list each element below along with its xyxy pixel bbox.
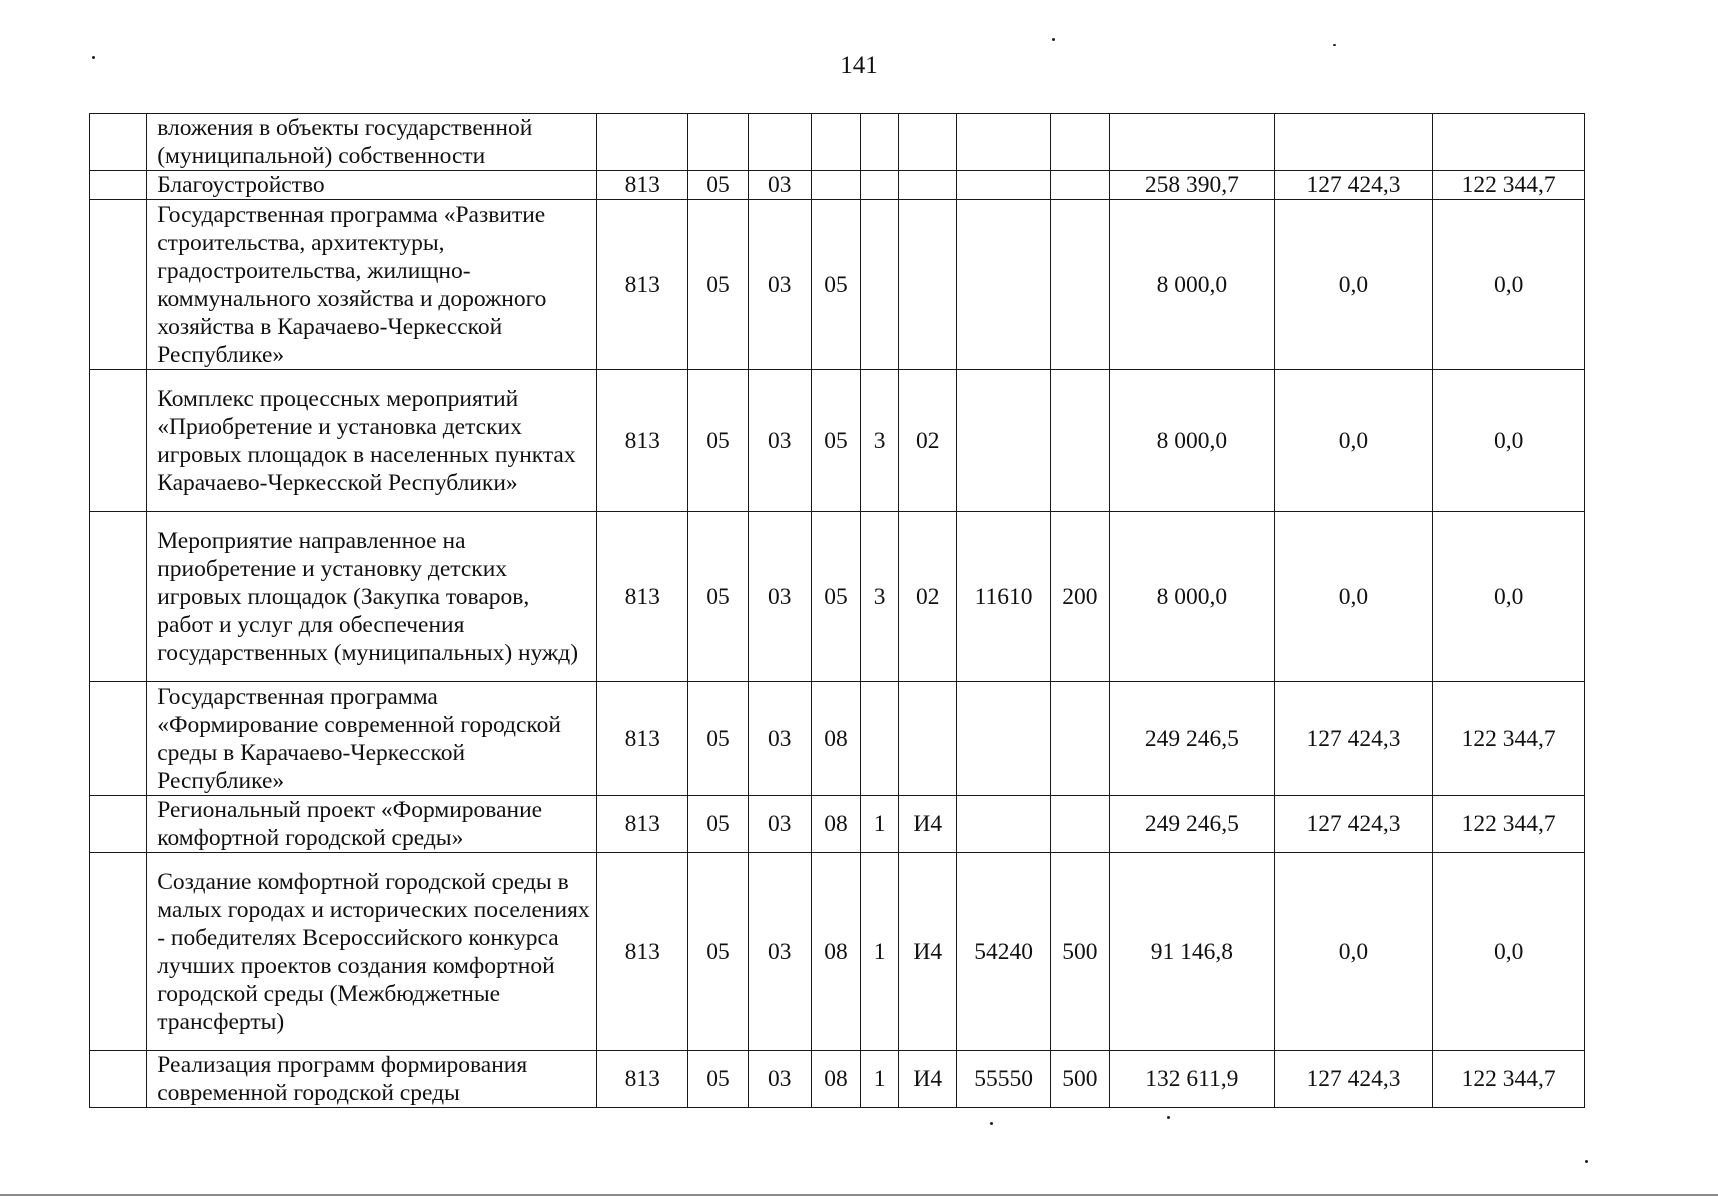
- code-cell-c7: 11610: [957, 512, 1050, 682]
- code-cell-c7: [957, 200, 1050, 370]
- amount-cell-v3: 0,0: [1433, 370, 1585, 512]
- amount-cell-v2: [1274, 114, 1433, 171]
- amount-cell-v2: 0,0: [1274, 512, 1433, 682]
- code-cell-c7: [957, 682, 1050, 796]
- code-cell-c4: 05: [811, 370, 860, 512]
- amount-cell-v1: 258 390,7: [1110, 171, 1275, 200]
- code-cell-c2: 05: [688, 796, 748, 853]
- code-cell-c8: 500: [1050, 853, 1109, 1051]
- scan-speck: [990, 1122, 993, 1125]
- table-row: [90, 853, 1585, 1051]
- code-cell-c3: 03: [748, 512, 811, 682]
- code-cell-c1: 813: [597, 200, 688, 370]
- table-row: [90, 1051, 1585, 1108]
- table-body: [90, 114, 1585, 1108]
- code-cell-c2: 05: [688, 512, 748, 682]
- table-row: [90, 682, 1585, 796]
- code-cell-c5: 1: [861, 1051, 899, 1108]
- code-cell-c5: [861, 200, 899, 370]
- item-name-cell: Реализация программ формирования современной городской среды: [147, 1051, 597, 1108]
- amount-cell-v1: 91 146,8: [1110, 853, 1275, 1051]
- amount-cell-v2: 127 424,3: [1274, 171, 1433, 200]
- code-cell-c2: 05: [688, 682, 748, 796]
- table-row: [90, 796, 1585, 853]
- item-name-cell: Комплекс процессных мероприятий «Приобретение и установка детских игровых площадок в населенных пунктах Карачаево-Черкесской Республики»: [147, 370, 597, 512]
- amount-cell-v3: 122 344,7: [1433, 682, 1585, 796]
- code-cell-c1: 813: [597, 512, 688, 682]
- amount-cell-v3: 0,0: [1433, 853, 1585, 1051]
- amount-cell-v1: 8 000,0: [1110, 370, 1275, 512]
- code-cell-c5: 1: [861, 853, 899, 1051]
- code-cell-c4: 05: [811, 512, 860, 682]
- row-number-cell: [90, 370, 147, 512]
- code-cell-c6: И4: [899, 853, 957, 1051]
- scan-speck: [1333, 44, 1336, 46]
- code-cell-c7: [957, 114, 1050, 171]
- code-cell-c7: 55550: [957, 1051, 1050, 1108]
- code-cell-c6: И4: [899, 1051, 957, 1108]
- amount-cell-v3: 122 344,7: [1433, 1051, 1585, 1108]
- row-number-cell: [90, 682, 147, 796]
- table-row: [90, 200, 1585, 370]
- code-cell-c3: [748, 114, 811, 171]
- code-cell-c5: 3: [861, 512, 899, 682]
- code-cell-c6: [899, 171, 957, 200]
- code-cell-c7: [957, 796, 1050, 853]
- code-cell-c4: 08: [811, 853, 860, 1051]
- code-cell-c2: 05: [688, 853, 748, 1051]
- amount-cell-v2: 0,0: [1274, 370, 1433, 512]
- scan-speck: [1167, 1116, 1170, 1119]
- amount-cell-v2: 127 424,3: [1274, 682, 1433, 796]
- table-row: [90, 171, 1585, 200]
- code-cell-c3: 03: [748, 796, 811, 853]
- item-name-cell: Мероприятие направленное на приобретение и установку детских игровых площадок (Закупка товаров, работ и услуг для обеспечения государственных (муниципальных) нужд): [147, 512, 597, 682]
- code-cell-c5: 3: [861, 370, 899, 512]
- code-cell-c4: 08: [811, 796, 860, 853]
- table-row: [90, 114, 1585, 171]
- scan-speck: [92, 56, 95, 59]
- code-cell-c7: 54240: [957, 853, 1050, 1051]
- amount-cell-v3: 0,0: [1433, 200, 1585, 370]
- table-row: [90, 370, 1585, 512]
- item-name-cell: Государственная программа «Развитие строительства, архитектуры, градостроительства, жилищно-коммунального хозяйства и дорожного хозяйства в Карачаево-Черкесской Республике»: [147, 200, 597, 370]
- code-cell-c1: [597, 114, 688, 171]
- code-cell-c3: 03: [748, 1051, 811, 1108]
- code-cell-c8: [1050, 171, 1109, 200]
- amount-cell-v2: 127 424,3: [1274, 796, 1433, 853]
- item-name-cell: Государственная программа «Формирование современной городской среды в Карачаево-Черкесской Республике»: [147, 682, 597, 796]
- code-cell-c4: [811, 114, 860, 171]
- code-cell-c2: [688, 114, 748, 171]
- item-name-cell: Благоустройство: [147, 171, 597, 200]
- code-cell-c2: 05: [688, 1051, 748, 1108]
- amount-cell-v3: [1433, 114, 1585, 171]
- row-number-cell: [90, 1051, 147, 1108]
- code-cell-c8: [1050, 682, 1109, 796]
- row-number-cell: [90, 853, 147, 1051]
- code-cell-c5: [861, 114, 899, 171]
- code-cell-c3: 03: [748, 853, 811, 1051]
- code-cell-c8: [1050, 796, 1109, 853]
- code-cell-c6: И4: [899, 796, 957, 853]
- code-cell-c8: 500: [1050, 1051, 1109, 1108]
- code-cell-c8: [1050, 200, 1109, 370]
- code-cell-c3: 03: [748, 200, 811, 370]
- code-cell-c3: 03: [748, 682, 811, 796]
- code-cell-c5: [861, 171, 899, 200]
- scan-speck: [1052, 38, 1055, 41]
- amount-cell-v1: [1110, 114, 1275, 171]
- code-cell-c3: 03: [748, 370, 811, 512]
- code-cell-c4: 05: [811, 200, 860, 370]
- code-cell-c4: 08: [811, 682, 860, 796]
- page-number: 141: [840, 52, 878, 79]
- amount-cell-v1: 132 611,9: [1110, 1051, 1275, 1108]
- code-cell-c1: 813: [597, 370, 688, 512]
- code-cell-c6: [899, 682, 957, 796]
- code-cell-c1: 813: [597, 853, 688, 1051]
- code-cell-c1: 813: [597, 171, 688, 200]
- amount-cell-v3: 122 344,7: [1433, 796, 1585, 853]
- amount-cell-v2: 0,0: [1274, 853, 1433, 1051]
- code-cell-c2: 05: [688, 370, 748, 512]
- amount-cell-v1: 8 000,0: [1110, 200, 1275, 370]
- item-name-cell: Региональный проект «Формирование комфортной городской среды»: [147, 796, 597, 853]
- code-cell-c1: 813: [597, 682, 688, 796]
- code-cell-c6: 02: [899, 370, 957, 512]
- amount-cell-v1: 8 000,0: [1110, 512, 1275, 682]
- table-row: [90, 512, 1585, 682]
- code-cell-c5: 1: [861, 796, 899, 853]
- code-cell-c7: [957, 171, 1050, 200]
- code-cell-c4: 08: [811, 1051, 860, 1108]
- amount-cell-v3: 0,0: [1433, 512, 1585, 682]
- code-cell-c8: 200: [1050, 512, 1109, 682]
- row-number-cell: [90, 796, 147, 853]
- amount-cell-v1: 249 246,5: [1110, 796, 1275, 853]
- item-name-cell: Создание комфортной городской среды в малых городах и исторических поселениях - победителях Всероссийского конкурса лучших проектов создания комфортной городской среды (Межбюджетные трансферты): [147, 853, 597, 1051]
- code-cell-c2: 05: [688, 200, 748, 370]
- code-cell-c1: 813: [597, 796, 688, 853]
- code-cell-c6: 02: [899, 512, 957, 682]
- code-cell-c4: [811, 171, 860, 200]
- budget-table: [89, 113, 1585, 1108]
- row-number-cell: [90, 114, 147, 171]
- code-cell-c8: [1050, 370, 1109, 512]
- amount-cell-v3: 122 344,7: [1433, 171, 1585, 200]
- amount-cell-v1: 249 246,5: [1110, 682, 1275, 796]
- code-cell-c2: 05: [688, 171, 748, 200]
- code-cell-c1: 813: [597, 1051, 688, 1108]
- scan-speck: [1585, 1160, 1588, 1163]
- code-cell-c5: [861, 682, 899, 796]
- code-cell-c8: [1050, 114, 1109, 171]
- code-cell-c6: [899, 200, 957, 370]
- row-number-cell: [90, 200, 147, 370]
- row-number-cell: [90, 512, 147, 682]
- code-cell-c7: [957, 370, 1050, 512]
- code-cell-c3: 03: [748, 171, 811, 200]
- amount-cell-v2: 0,0: [1274, 200, 1433, 370]
- code-cell-c6: [899, 114, 957, 171]
- amount-cell-v2: 127 424,3: [1274, 1051, 1433, 1108]
- row-number-cell: [90, 171, 147, 200]
- scan-edge: [0, 1194, 1718, 1196]
- item-name-cell: вложения в объекты государственной (муниципальной) собственности: [147, 114, 597, 171]
